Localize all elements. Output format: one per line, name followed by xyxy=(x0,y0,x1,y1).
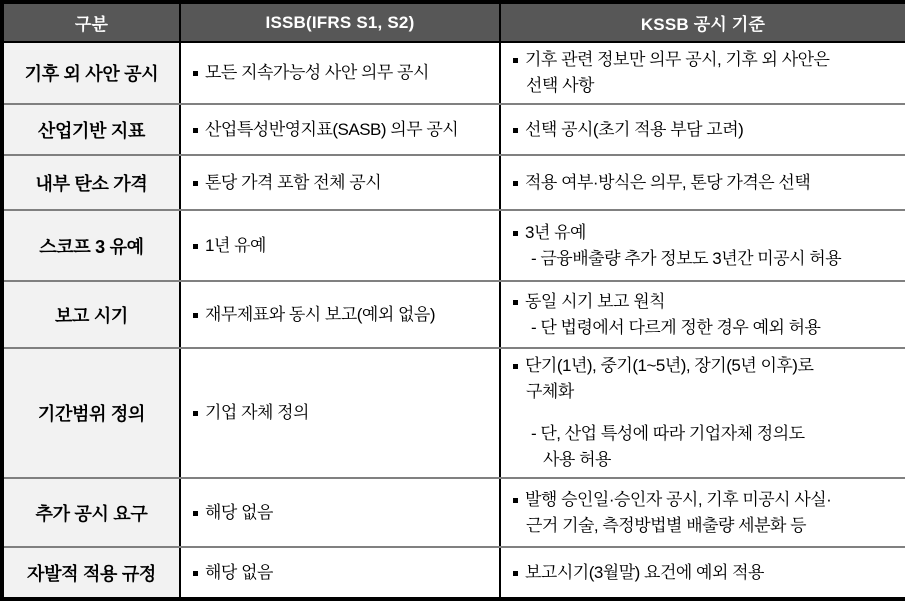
cell-text: 선택 사항 xyxy=(526,76,594,95)
square-bullet-icon xyxy=(513,571,518,576)
cell-line xyxy=(191,117,491,143)
kssb-cell xyxy=(500,547,905,599)
row-label: 추가 공시 요구 xyxy=(2,478,180,547)
row-label: 자발적 적용 규정 xyxy=(2,547,180,599)
cell-line xyxy=(511,353,897,379)
row-label: 내부 탄소 가격 xyxy=(2,155,180,210)
header-cell-kssb: KSSB 공시 기준 xyxy=(500,2,905,42)
cell-text: - 단, 산업 특성에 따라 기업자체 정의도 xyxy=(531,424,805,443)
cell-text: - 금융배출량 추가 정보도 3년간 미공시 허용 xyxy=(531,248,842,268)
cell-line xyxy=(191,560,491,586)
issb-cell xyxy=(180,210,500,281)
kssb-cell xyxy=(500,281,905,348)
square-bullet-icon xyxy=(513,498,518,503)
row-label: 기후 외 사안 공시 xyxy=(2,42,180,104)
cell-line xyxy=(191,500,491,526)
cell-line xyxy=(511,487,897,513)
cell-line xyxy=(511,421,897,447)
row-label: 보고 시기 xyxy=(2,281,180,348)
table-row xyxy=(2,348,905,478)
header-cell-issb: ISSB(IFRS S1, S2) xyxy=(180,2,500,42)
kssb-cell xyxy=(500,42,905,104)
cell-line xyxy=(191,233,491,259)
square-bullet-icon xyxy=(513,128,518,133)
cell-line xyxy=(191,400,491,426)
cell-text: 해당 없음 xyxy=(205,502,273,522)
table-row xyxy=(2,547,905,599)
cell-text: 발행 승인일·승인자 공시, 기후 미공시 사실· xyxy=(525,489,832,509)
cell-text: 모든 지속가능성 사안 의무 공시 xyxy=(205,63,429,82)
kssb-cell xyxy=(500,210,905,281)
cell-line xyxy=(511,289,897,315)
issb-cell xyxy=(180,547,500,599)
issb-cell xyxy=(180,155,500,210)
cell-text: 근거 기술, 측정방법별 배출량 세분화 등 xyxy=(526,515,807,535)
square-bullet-icon xyxy=(513,181,518,186)
cell-text: 사용 허용 xyxy=(543,450,611,469)
square-bullet-icon xyxy=(513,364,518,369)
table-row xyxy=(2,155,905,210)
cell-text: 기업 자체 정의 xyxy=(205,403,309,422)
row-label: 산업기반 지표 xyxy=(2,104,180,155)
table-body xyxy=(2,42,905,599)
kssb-cell xyxy=(500,104,905,155)
cell-text: 3년 유예 xyxy=(525,222,586,242)
cell-line xyxy=(511,405,897,421)
cell-line xyxy=(511,560,897,586)
cell-line xyxy=(511,246,897,272)
square-bullet-icon xyxy=(193,128,198,133)
cell-text: 톤당 가격 포함 전체 공시 xyxy=(205,172,382,192)
header-cell-category: 구분 xyxy=(2,2,180,42)
cell-text: 보고시기(3월말) 요건에 예외 적용 xyxy=(525,562,764,582)
kssb-cell xyxy=(500,478,905,547)
table-row xyxy=(2,281,905,348)
square-bullet-icon xyxy=(193,244,198,249)
issb-cell xyxy=(180,104,500,155)
issb-cell xyxy=(180,478,500,547)
cell-line xyxy=(191,60,491,86)
cell-line xyxy=(511,47,897,73)
cell-text: 1년 유예 xyxy=(205,235,266,255)
row-label: 스코프 3 유예 xyxy=(2,210,180,281)
issb-cell xyxy=(180,281,500,348)
cell-line xyxy=(511,315,897,341)
square-bullet-icon xyxy=(193,411,198,416)
cell-line xyxy=(511,73,897,99)
cell-line xyxy=(511,220,897,246)
table-row xyxy=(2,210,905,281)
cell-line xyxy=(511,379,897,405)
issb-cell xyxy=(180,348,500,478)
cell-text: 구체화 xyxy=(526,382,574,401)
issb-cell xyxy=(180,42,500,104)
square-bullet-icon xyxy=(193,181,198,186)
square-bullet-icon xyxy=(193,313,198,318)
cell-text: 선택 공시(초기 적용 부담 고려) xyxy=(525,119,744,139)
kssb-cell xyxy=(500,348,905,478)
cell-line xyxy=(511,447,897,473)
kssb-cell xyxy=(500,155,905,210)
square-bullet-icon xyxy=(513,231,518,236)
cell-line xyxy=(191,302,491,328)
cell-text: 해당 없음 xyxy=(205,562,273,582)
table-row xyxy=(2,42,905,104)
cell-line xyxy=(511,513,897,539)
table-row xyxy=(2,104,905,155)
square-bullet-icon xyxy=(513,58,518,63)
square-bullet-icon xyxy=(193,71,198,76)
cell-text: 단기(1년), 중기(1~5년), 장기(5년 이후)로 xyxy=(525,356,814,375)
square-bullet-icon xyxy=(513,300,518,305)
cell-text: 산업특성반영지표(SASB) 의무 공시 xyxy=(205,119,459,139)
cell-text: 기후 관련 정보만 의무 공시, 기후 외 사안은 xyxy=(525,50,830,69)
header-row xyxy=(2,2,905,42)
table-row xyxy=(2,478,905,547)
cell-text: 동일 시기 보고 원칙 xyxy=(525,291,666,311)
cell-text: - 단 법령에서 다르게 정한 경우 예외 허용 xyxy=(531,317,821,337)
cell-text: 적용 여부·방식은 의무, 톤당 가격은 선택 xyxy=(525,172,811,192)
cell-line xyxy=(191,170,491,196)
row-label: 기간범위 정의 xyxy=(2,348,180,478)
cell-line xyxy=(511,170,897,196)
square-bullet-icon xyxy=(193,511,198,516)
square-bullet-icon xyxy=(193,571,198,576)
cell-line xyxy=(511,117,897,143)
cell-text: 재무제표와 동시 보고(예외 없음) xyxy=(205,304,435,324)
table-header xyxy=(2,2,905,42)
